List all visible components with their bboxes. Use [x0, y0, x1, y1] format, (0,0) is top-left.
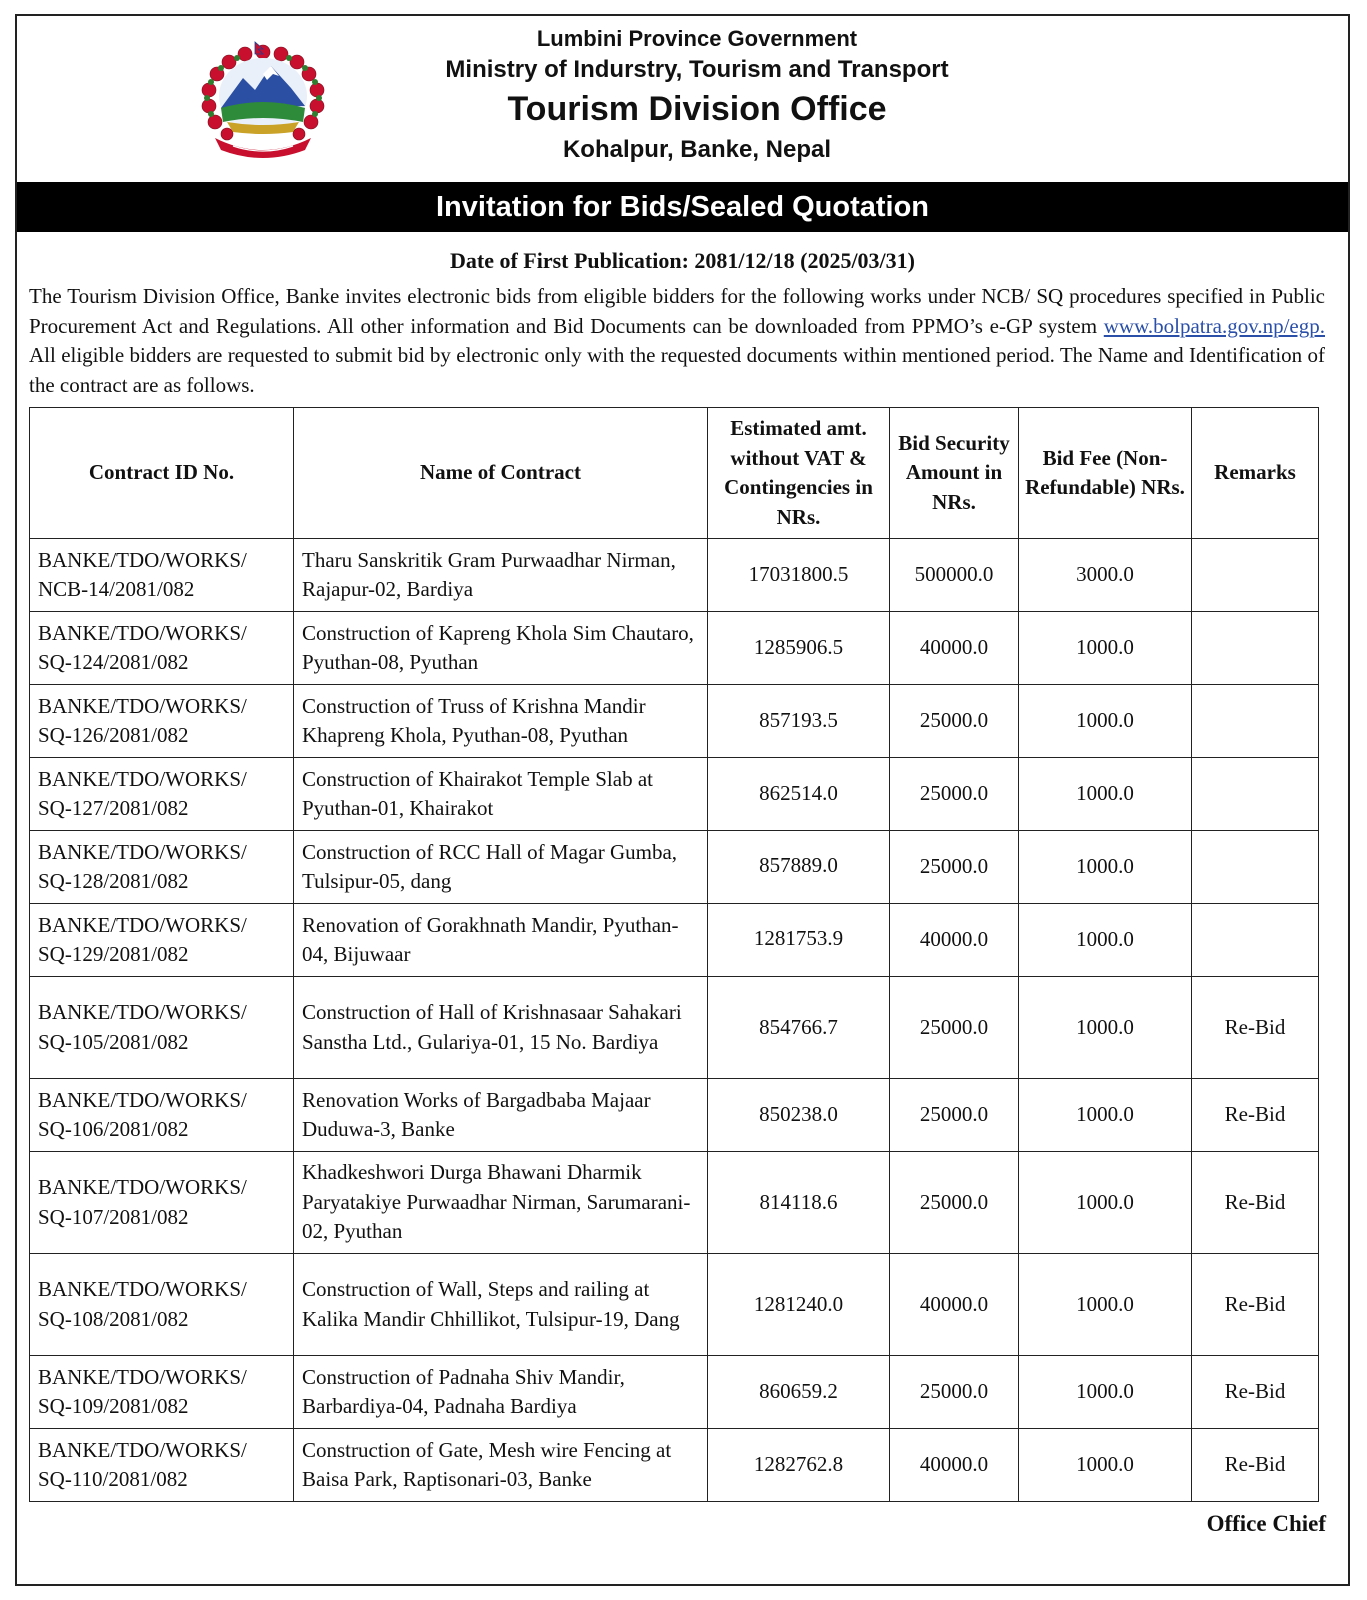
remarks	[1192, 831, 1319, 904]
estimated-amount: 1281240.0	[708, 1254, 890, 1356]
estimated-amount: 854766.7	[708, 977, 890, 1079]
bid-fee: 1000.0	[1019, 758, 1192, 831]
table-row	[30, 1152, 1319, 1254]
estimated-amount: 857193.5	[708, 685, 890, 758]
table-row	[30, 612, 1319, 685]
bid-security: 40000.0	[890, 904, 1019, 977]
contract-name: Construction of Kapreng Khola Sim Chautaro, Pyuthan-08, Pyuthan	[294, 612, 708, 685]
col-header-contract-id: Contract ID No.	[30, 408, 294, 539]
bid-security: 25000.0	[890, 685, 1019, 758]
table-row	[30, 977, 1319, 1079]
ministry-name: Ministry of Indurstry, Tourism and Transport	[445, 56, 949, 83]
intro-text-start: The Tourism Division Office, Banke invites electronic bids from eligible bidders for the following works under NCB/ SQ procedures specified in Public Procurement Act and Regulations. All other information and Bid Documents can be downloaded from PPMO’s e-GP system	[29, 284, 1325, 338]
bid-fee: 1000.0	[1019, 1079, 1192, 1152]
estimated-amount: 857889.0	[708, 831, 890, 904]
contract-id: BANKE/TDO/WORKS/ SQ-126/2081/082	[30, 685, 294, 758]
bid-security: 40000.0	[890, 1254, 1019, 1356]
intro-paragraph	[29, 282, 1325, 400]
office-name: Tourism Division Office	[507, 90, 887, 128]
contract-name: Construction of Truss of Krishna Mandir Khapreng Khola, Pyuthan-08, Pyuthan	[294, 685, 708, 758]
estimated-amount: 1282762.8	[708, 1429, 890, 1502]
egp-link[interactable]: www.bolpatra.gov.np/egp.	[1103, 313, 1325, 338]
estimated-amount: 1281753.9	[708, 904, 890, 977]
table-header-row	[30, 408, 1319, 539]
contract-name: Construction of Khairakot Temple Slab at Pyuthan-01, Khairakot	[294, 758, 708, 831]
table-row	[30, 685, 1319, 758]
contract-name: Construction of RCC Hall of Magar Gumba, Tulsipur-05, dang	[294, 831, 708, 904]
estimated-amount: 17031800.5	[708, 539, 890, 612]
contract-id: BANKE/TDO/WORKS/ SQ-108/2081/082	[30, 1254, 294, 1356]
remarks: Re-Bid	[1192, 1079, 1319, 1152]
table-row	[30, 1254, 1319, 1356]
remarks	[1192, 539, 1319, 612]
estimated-amount: 862514.0	[708, 758, 890, 831]
intro-text-end: All eligible bidders are requested to submit bid by electronic only with the requested documents within mentioned period. The Name and Identification of the contract are as follows.	[29, 343, 1325, 397]
bid-fee: 1000.0	[1019, 1254, 1192, 1356]
table-row	[30, 1429, 1319, 1502]
bid-security: 25000.0	[890, 1152, 1019, 1254]
bid-security: 40000.0	[890, 1429, 1019, 1502]
notice-frame	[15, 14, 1350, 1586]
col-header-bid-security: Bid Security Amount in NRs.	[890, 408, 1019, 539]
contract-id: BANKE/TDO/WORKS/ SQ-107/2081/082	[30, 1152, 294, 1254]
bid-fee: 1000.0	[1019, 685, 1192, 758]
contract-id: BANKE/TDO/WORKS/ NCB-14/2081/082	[30, 539, 294, 612]
contract-id: BANKE/TDO/WORKS/ SQ-105/2081/082	[30, 977, 294, 1079]
bid-fee: 1000.0	[1019, 977, 1192, 1079]
bid-security: 25000.0	[890, 758, 1019, 831]
contract-id: BANKE/TDO/WORKS/ SQ-110/2081/082	[30, 1429, 294, 1502]
contract-name: Khadkeshwori Durga Bhawani Dharmik Paryatakiye Purwaadhar Nirman, Sarumarani-02, Pyuthan	[294, 1152, 708, 1254]
table-row	[30, 831, 1319, 904]
bid-security: 25000.0	[890, 831, 1019, 904]
table-row	[30, 758, 1319, 831]
bid-fee: 1000.0	[1019, 904, 1192, 977]
estimated-amount: 860659.2	[708, 1356, 890, 1429]
remarks	[1192, 904, 1319, 977]
contract-id: BANKE/TDO/WORKS/ SQ-106/2081/082	[30, 1079, 294, 1152]
publication-date: Date of First Publication: 2081/12/18 (2025/03/31)	[449, 248, 915, 273]
contract-id: BANKE/TDO/WORKS/ SQ-127/2081/082	[30, 758, 294, 831]
bid-fee: 1000.0	[1019, 612, 1192, 685]
bid-fee: 1000.0	[1019, 831, 1192, 904]
col-header-estimated-amount: Estimated amt. without VAT & Contingencies in NRs.	[708, 408, 890, 539]
estimated-amount: 1285906.5	[708, 612, 890, 685]
letterhead	[17, 16, 1348, 184]
table-row	[30, 539, 1319, 612]
remarks: Re-Bid	[1192, 1356, 1319, 1429]
remarks: Re-Bid	[1192, 1429, 1319, 1502]
contract-name: Tharu Sanskritik Gram Purwaadhar Nirman, Rajapur-02, Bardiya	[294, 539, 708, 612]
contracts-table	[29, 407, 1319, 1502]
bid-security: 40000.0	[890, 612, 1019, 685]
bid-fee: 3000.0	[1019, 539, 1192, 612]
contract-name: Renovation of Gorakhnath Mandir, Pyuthan-04, Bijuwaar	[294, 904, 708, 977]
signatory: Office Chief	[1206, 1511, 1326, 1536]
remarks: Re-Bid	[1192, 1254, 1319, 1356]
bid-fee: 1000.0	[1019, 1356, 1192, 1429]
table-row	[30, 1079, 1319, 1152]
contract-id: BANKE/TDO/WORKS/ SQ-128/2081/082	[30, 831, 294, 904]
bid-security: 25000.0	[890, 977, 1019, 1079]
col-header-remarks: Remarks	[1192, 408, 1319, 539]
estimated-amount: 850238.0	[708, 1079, 890, 1152]
nepal-emblem-icon	[193, 38, 333, 164]
contract-id: BANKE/TDO/WORKS/ SQ-109/2081/082	[30, 1356, 294, 1429]
remarks	[1192, 758, 1319, 831]
col-header-bid-fee: Bid Fee (Non-Refundable) NRs.	[1019, 408, 1192, 539]
table-row	[30, 904, 1319, 977]
contract-id: BANKE/TDO/WORKS/ SQ-124/2081/082	[30, 612, 294, 685]
contract-name: Construction of Gate, Mesh wire Fencing at Baisa Park, Raptisonari-03, Banke	[294, 1429, 708, 1502]
remarks: Re-Bid	[1192, 977, 1319, 1079]
government-name: Lumbini Province Government	[536, 26, 858, 51]
contract-id: BANKE/TDO/WORKS/ SQ-129/2081/082	[30, 904, 294, 977]
contract-name: Renovation Works of Bargadbaba Majaar Duduwa-3, Banke	[294, 1079, 708, 1152]
remarks: Re-Bid	[1192, 1152, 1319, 1254]
notice-title-banner: Invitation for Bids/Sealed Quotation	[17, 182, 1348, 232]
contract-name: Construction of Padnaha Shiv Mandir, Barbardiya-04, Padnaha Bardiya	[294, 1356, 708, 1429]
remarks	[1192, 612, 1319, 685]
bid-security: 500000.0	[890, 539, 1019, 612]
contract-name: Construction of Hall of Krishnasaar Sahakari Sanstha Ltd., Gulariya-01, 15 No. Bardiya	[294, 977, 708, 1079]
estimated-amount: 814118.6	[708, 1152, 890, 1254]
col-header-contract-name: Name of Contract	[294, 408, 708, 539]
contract-name: Construction of Wall, Steps and railing at Kalika Mandir Chhillikot, Tulsipur-19, Dang	[294, 1254, 708, 1356]
bid-fee: 1000.0	[1019, 1152, 1192, 1254]
bid-security: 25000.0	[890, 1079, 1019, 1152]
bid-security: 25000.0	[890, 1356, 1019, 1429]
bid-fee: 1000.0	[1019, 1429, 1192, 1502]
remarks	[1192, 685, 1319, 758]
office-location: Kohalpur, Banke, Nepal	[562, 136, 832, 163]
table-row	[30, 1356, 1319, 1429]
